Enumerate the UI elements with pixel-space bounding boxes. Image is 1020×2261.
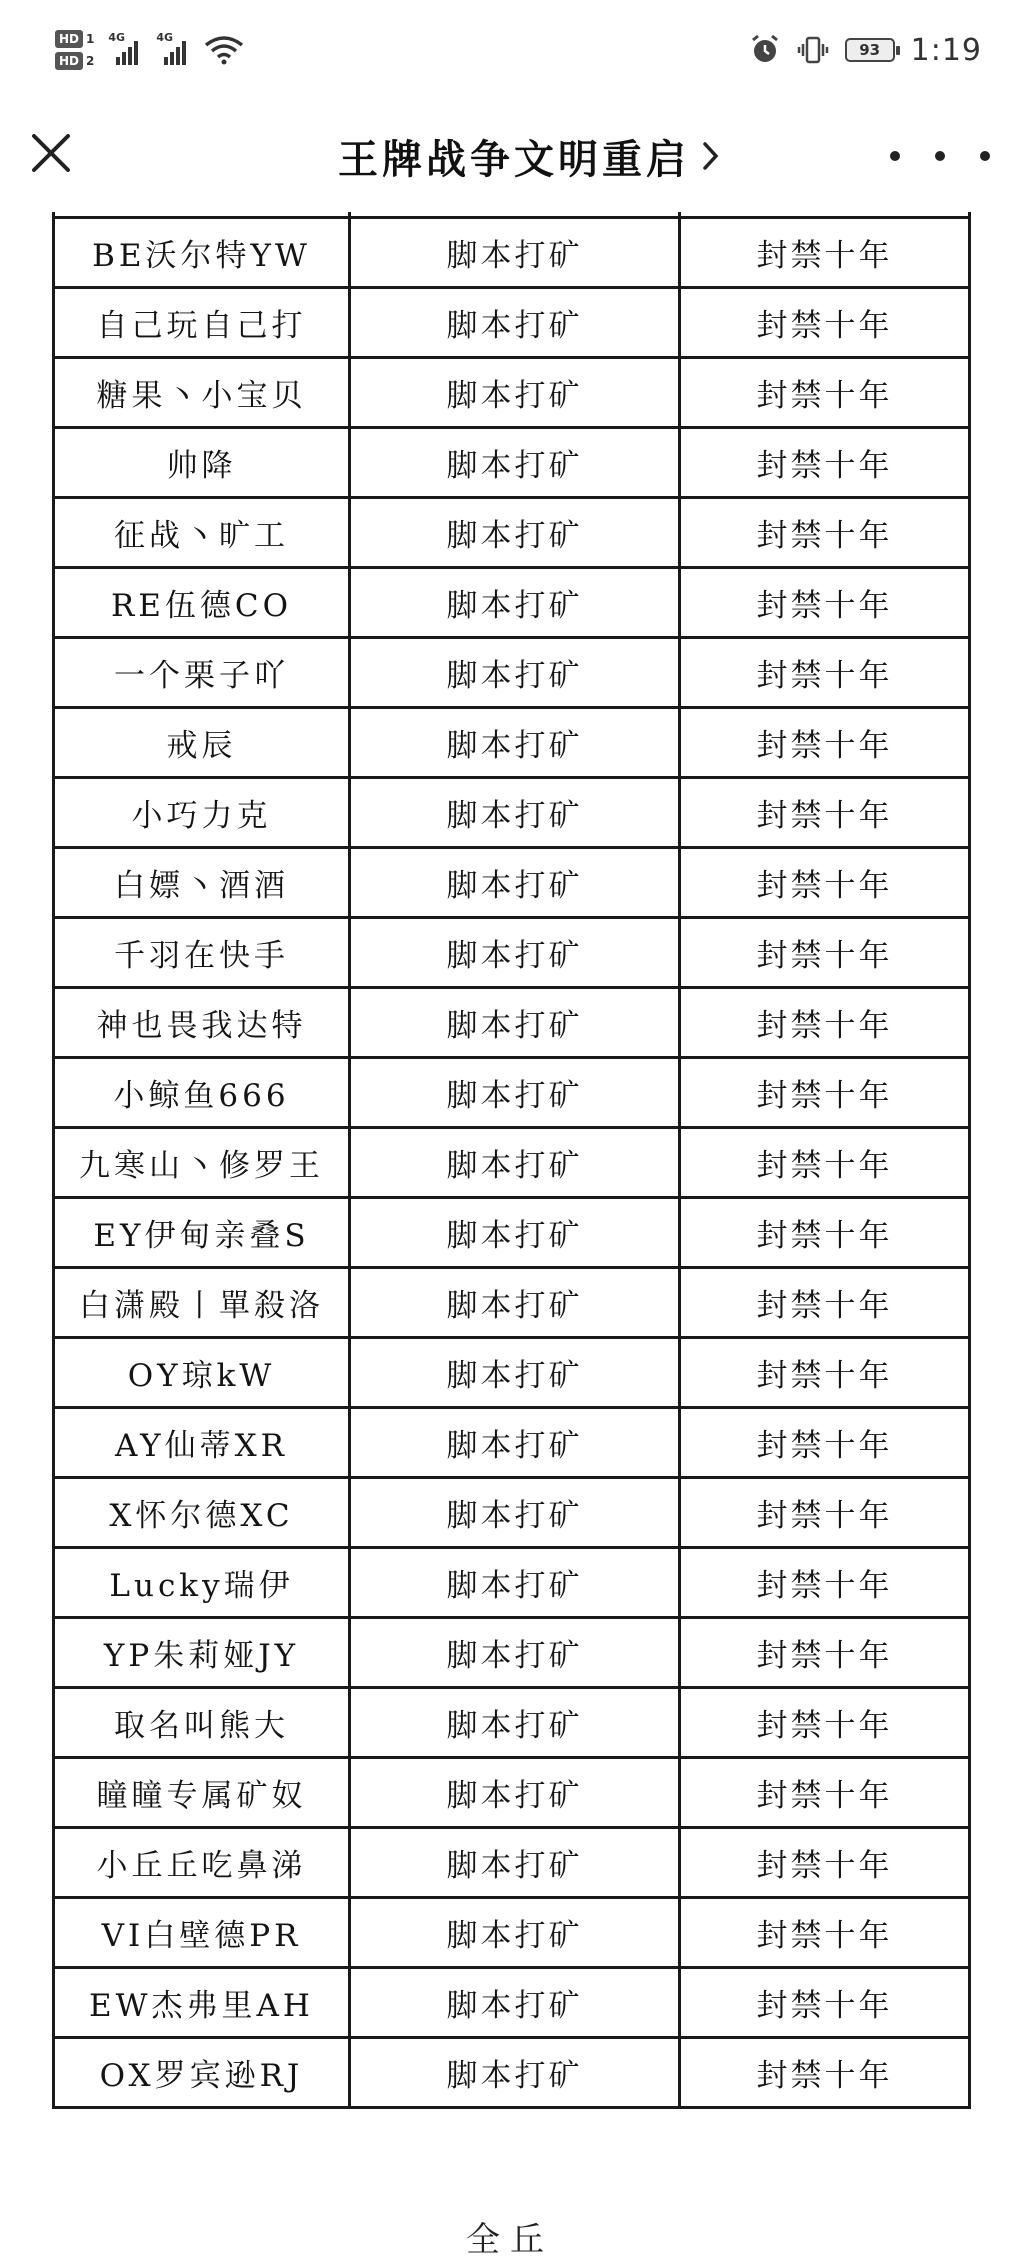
- table-row: [54, 2038, 970, 2108]
- network-type: 4G: [108, 31, 126, 44]
- penalty-cell: 封禁十年: [680, 1828, 970, 1898]
- violation-cell: 脚本打矿: [350, 1758, 680, 1828]
- penalty-cell: 封禁十年: [680, 498, 970, 568]
- penalty-cell: 封禁十年: [680, 778, 970, 848]
- player-name-cell: 小鲸鱼666: [54, 1058, 350, 1128]
- violation-cell: 脚本打矿: [350, 568, 680, 638]
- table-row: [54, 1898, 970, 1968]
- violation-cell: 脚本打矿: [350, 428, 680, 498]
- penalty-cell: 封禁十年: [680, 1198, 970, 1268]
- player-name-cell: 取名叫熊大: [54, 1688, 350, 1758]
- sim1-indicator: [55, 30, 94, 48]
- table-body: [54, 212, 970, 2108]
- player-name-cell: BE沃尔特YW: [54, 218, 350, 288]
- player-name-cell: 神也畏我达特: [54, 988, 350, 1058]
- clock: 1:19: [910, 32, 982, 68]
- table-row: [54, 708, 970, 778]
- player-name-cell: 瞳瞳专属矿奴: [54, 1758, 350, 1828]
- player-name-cell: VI白壁德PR: [54, 1898, 350, 1968]
- penalty-cell: 封禁十年: [680, 1408, 970, 1478]
- nav-bar: [0, 100, 1020, 212]
- player-name-cell: AY仙蒂XR: [54, 1408, 350, 1478]
- violation-cell: 脚本打矿: [350, 358, 680, 428]
- player-name-cell: 千羽在快手: [54, 918, 350, 988]
- player-name-cell: 自己玩自己打: [54, 288, 350, 358]
- violation-cell: 脚本打矿: [350, 1968, 680, 2038]
- chevron-right-icon: [700, 138, 722, 174]
- penalty-cell: 封禁十年: [680, 1128, 970, 1198]
- status-left: [55, 22, 244, 78]
- violation-cell: 脚本打矿: [350, 988, 680, 1058]
- penalty-cell: 封禁十年: [680, 1478, 970, 1548]
- player-name-cell: OX罗宾逊RJ: [54, 2038, 350, 2108]
- violation-cell: 脚本打矿: [350, 778, 680, 848]
- table-row: [54, 778, 970, 848]
- penalty-cell: 封禁十年: [680, 918, 970, 988]
- penalty-cell: 封禁十年: [680, 848, 970, 918]
- violation-cell: 脚本打矿: [350, 288, 680, 358]
- sim-indicators: [55, 30, 94, 70]
- table-row: [54, 1968, 970, 2038]
- vibrate-icon: [797, 34, 829, 66]
- violation-cell: 脚本打矿: [350, 1268, 680, 1338]
- table-row: [54, 1338, 970, 1408]
- table-row: [54, 1688, 970, 1758]
- penalty-cell: 封禁十年: [680, 1058, 970, 1128]
- table-row: [54, 288, 970, 358]
- penalty-cell: 封禁十年: [680, 1688, 970, 1758]
- player-name-cell: YP朱莉娅JY: [54, 1618, 350, 1688]
- close-icon[interactable]: [28, 130, 74, 176]
- penalty-cell: 封禁十年: [680, 638, 970, 708]
- violation-cell: 脚本打矿: [350, 848, 680, 918]
- table-row: [54, 1478, 970, 1548]
- player-name-cell: 一个栗子吖: [54, 638, 350, 708]
- player-name-cell: 白潇殿丨單殺洛: [54, 1268, 350, 1338]
- table-row: [54, 1268, 970, 1338]
- status-right: [749, 28, 982, 72]
- violation-cell: 脚本打矿: [350, 708, 680, 778]
- table-row: [54, 1058, 970, 1128]
- hd-badge: HD: [55, 30, 83, 48]
- player-name-cell: 白嫖丶酒酒: [54, 848, 350, 918]
- table-row: [54, 218, 970, 288]
- alarm-icon: [749, 34, 781, 66]
- player-name-cell: 糖果丶小宝贝: [54, 358, 350, 428]
- table-row: [54, 1758, 970, 1828]
- violation-cell: 脚本打矿: [350, 1828, 680, 1898]
- player-name-cell: 小丘丘吃鼻涕: [54, 1828, 350, 1898]
- table-row: [54, 638, 970, 708]
- sim-number: 1: [86, 32, 95, 46]
- penalty-cell: 封禁十年: [680, 1268, 970, 1338]
- more-icon[interactable]: [890, 138, 990, 174]
- penalty-cell: 封禁十年: [680, 1758, 970, 1828]
- sim-number: 2: [86, 54, 95, 68]
- table-row: [54, 918, 970, 988]
- violation-cell: 脚本打矿: [350, 1898, 680, 1968]
- penalty-cell: 封禁十年: [680, 1898, 970, 1968]
- penalty-cell: 封禁十年: [680, 988, 970, 1058]
- signal-icon: [156, 31, 190, 65]
- penalty-cell: 封禁十年: [680, 568, 970, 638]
- player-name-cell: EW杰弗里AH: [54, 1968, 350, 2038]
- violation-cell: 脚本打矿: [350, 1198, 680, 1268]
- violation-cell: 脚本打矿: [350, 1058, 680, 1128]
- table-row: [54, 1408, 970, 1478]
- player-name-cell: 九寒山丶修罗王: [54, 1128, 350, 1198]
- violation-cell: 脚本打矿: [350, 918, 680, 988]
- table-row: [54, 1548, 970, 1618]
- violation-cell: 脚本打矿: [350, 1478, 680, 1548]
- table-row: [54, 1198, 970, 1268]
- penalty-cell: 封禁十年: [680, 1548, 970, 1618]
- battery-icon: [845, 38, 895, 62]
- player-name-cell: RE伍德CO: [54, 568, 350, 638]
- penalty-cell: 封禁十年: [680, 428, 970, 498]
- table-row: [54, 1828, 970, 1898]
- violation-cell: 脚本打矿: [350, 2038, 680, 2108]
- violation-cell: 脚本打矿: [350, 1548, 680, 1618]
- violation-cell: 脚本打矿: [350, 638, 680, 708]
- violation-cell: 脚本打矿: [350, 1338, 680, 1408]
- wifi-icon: [204, 35, 244, 65]
- player-name-cell: EY伊甸亲叠S: [54, 1198, 350, 1268]
- penalty-cell: 封禁十年: [680, 218, 970, 288]
- player-name-cell: X怀尔德XC: [54, 1478, 350, 1548]
- signal-icon: [108, 31, 142, 65]
- violation-cell: 脚本打矿: [350, 1618, 680, 1688]
- player-name-cell: 戒辰: [54, 708, 350, 778]
- violation-cell: 脚本打矿: [350, 218, 680, 288]
- player-name-cell: 帅降: [54, 428, 350, 498]
- table-row: [54, 568, 970, 638]
- penalty-cell: 封禁十年: [680, 1968, 970, 2038]
- player-name-cell: Lucky瑞伊: [54, 1548, 350, 1618]
- page-title[interactable]: [330, 128, 730, 184]
- player-name-cell: 征战丶旷工: [54, 498, 350, 568]
- penalty-cell: 封禁十年: [680, 708, 970, 778]
- table-row: [54, 358, 970, 428]
- table-row: [54, 1618, 970, 1688]
- violation-cell: 脚本打矿: [350, 1128, 680, 1198]
- player-name-cell: 小巧力克: [54, 778, 350, 848]
- table-row: [54, 848, 970, 918]
- violation-cell: 脚本打矿: [350, 498, 680, 568]
- penalty-cell: 封禁十年: [680, 1618, 970, 1688]
- table-row: [54, 498, 970, 568]
- network-type: 4G: [156, 31, 174, 44]
- status-bar: [0, 0, 1020, 100]
- battery-level: 93: [859, 41, 881, 59]
- player-name-cell: OY琼kW: [54, 1338, 350, 1408]
- table-row: [54, 428, 970, 498]
- ban-list-table: [52, 212, 968, 2192]
- footer-partial-text: 全丘: [466, 2220, 554, 2260]
- violation-cell: 脚本打矿: [350, 1408, 680, 1478]
- penalty-cell: 封禁十年: [680, 288, 970, 358]
- table-row: [54, 1128, 970, 1198]
- hd-badge: HD: [55, 52, 83, 70]
- penalty-cell: 封禁十年: [680, 2038, 970, 2108]
- penalty-cell: 封禁十年: [680, 1338, 970, 1408]
- ban-table: [52, 212, 971, 2109]
- sim2-indicator: [55, 52, 94, 70]
- page-title-text: 王牌战争文明重启: [338, 135, 690, 183]
- violation-cell: 脚本打矿: [350, 1688, 680, 1758]
- table-row: [54, 988, 970, 1058]
- penalty-cell: 封禁十年: [680, 358, 970, 428]
